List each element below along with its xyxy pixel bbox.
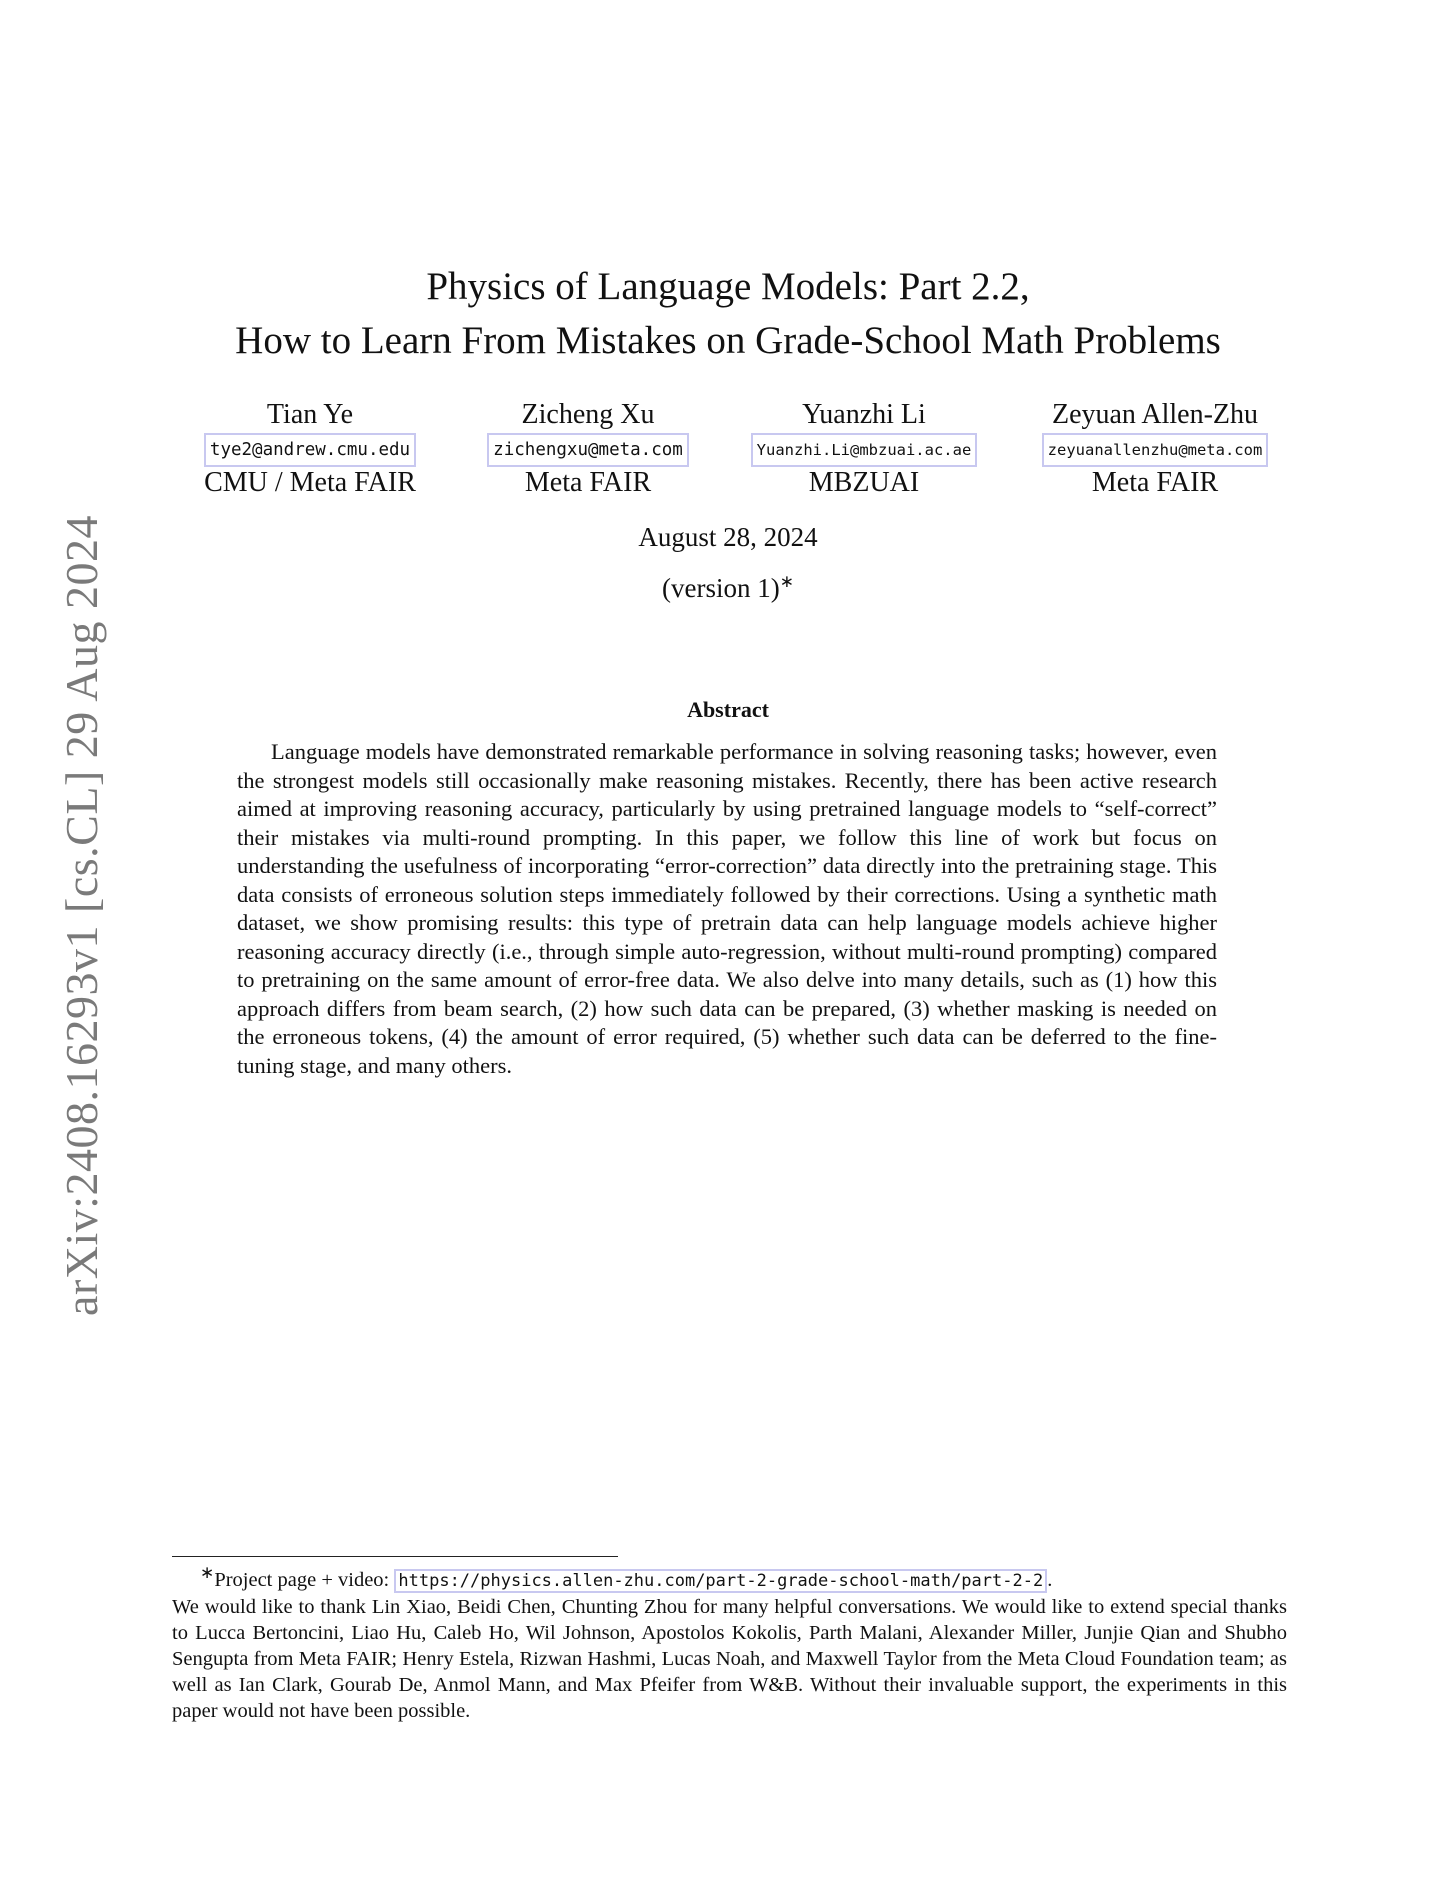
author-name: Yuanzhi Li: [802, 399, 926, 430]
author-affiliation: Meta FAIR: [524, 467, 652, 498]
author-name: Zicheng Xu: [521, 399, 655, 430]
author-affiliation: Meta FAIR: [1091, 467, 1219, 498]
publication-date: August 28, 2024: [638, 522, 818, 552]
author-block: [0, 397, 1456, 507]
acknowledgements-text: We would like to thank Lin Xiao, Beidi Chen, Chunting Zhou for many helpful conversations. We would like to extend special thanks to Lucca Bertoncini, Liao Hu, Caleb Ho, Wil Johnson, Apostolos Kokolis, Parth Malani, Alexander Miller, Junjie Qian and Shubho Sengupta from Meta FAIR; Henry Estela, Rizwan Hashmi, Lucas Noah, and Maxwell Taylor from the Meta Cloud Foundation team; as well as Ian Clark, Gourab De, Anmol Mann, and Max Pfeifer from W&B. Without their invaluable support, the experiments in this paper would not have been possible.: [172, 1595, 1287, 1722]
version-line: [0, 572, 1456, 604]
footnote-divider: [172, 1556, 618, 1557]
paper-title-line-1: Physics of Language Models: Part 2.2,: [426, 265, 1030, 308]
author-email-link[interactable]: tye2@andrew.cmu.edu: [204, 433, 416, 467]
footnote: [172, 1560, 1287, 1724]
author-email-link[interactable]: zeyuanallenzhu@meta.com: [1042, 433, 1269, 467]
author-affiliation: MBZUAI: [808, 467, 920, 498]
author-name: Zeyuan Allen-Zhu: [1051, 399, 1259, 430]
arxiv-identifier-stamp: [36, 490, 126, 1340]
abstract-paragraph: Language models have demonstrated remarkable performance in solving reasoning tasks; however, even the strongest models still occasionally make reasoning mistakes. Recently, there has been active research aimed at improving reasoning accuracy, particularly by using pretrained language models to “self-correct” their mistakes via multi-round prompting. In this paper, we follow this line of work but focus on understanding the usefulness of incorporating “error-correction” data directly into the pretraining stage. This data consists of erroneous solution steps immediately followed by their corrections. Using a synthetic math dataset, we show promising results: this type of pretrain data can help language models achieve higher reasoning accuracy directly (i.e., through simple auto-regression, without multi-round prompting) compared to pretraining on the same amount of error-free data. We also delve into many details, such as (1) how this approach differs from beam search, (2) how such data can be prepared, (3) whether masking is needed on the erroneous tokens, (4) the amount of error required, (5) whether such data can be deferred to the fine-tuning stage, and many others.: [237, 739, 1217, 1078]
author-email-link[interactable]: zichengxu@meta.com: [487, 433, 689, 467]
author-zicheng-xu: [428, 397, 748, 499]
abstract-heading: Abstract: [687, 697, 769, 722]
footnote-mark: ∗: [200, 1563, 215, 1582]
author-email-link[interactable]: Yuanzhi.Li@mbzuai.ac.ae: [751, 433, 978, 467]
footnote-suffix: .: [1047, 1568, 1053, 1591]
author-name: Tian Ye: [266, 399, 354, 430]
paper-title-line-2: How to Learn From Mistakes on Grade-School Math Problems: [235, 319, 1221, 362]
author-tian-ye: [150, 397, 470, 499]
footnote-prefix: Project page + video:: [214, 1568, 395, 1591]
author-yuanzhi-li: [704, 397, 1024, 499]
author-zeyuan-allen-zhu: [995, 397, 1315, 499]
paper-title: [0, 260, 1456, 368]
arxiv-identifier-text: arXiv:2408.16293v1 [cs.CL] 29 Aug 2024: [55, 514, 107, 1316]
version-footnote-mark[interactable]: ∗: [779, 572, 794, 591]
author-affiliation: CMU / Meta FAIR: [204, 467, 416, 498]
footnote-project-line: [172, 1560, 1287, 1594]
version-text: (version 1): [662, 573, 780, 603]
project-page-link[interactable]: https://physics.allen-zhu.com/part-2-grade-school-math/part-2-2: [394, 1569, 1047, 1593]
